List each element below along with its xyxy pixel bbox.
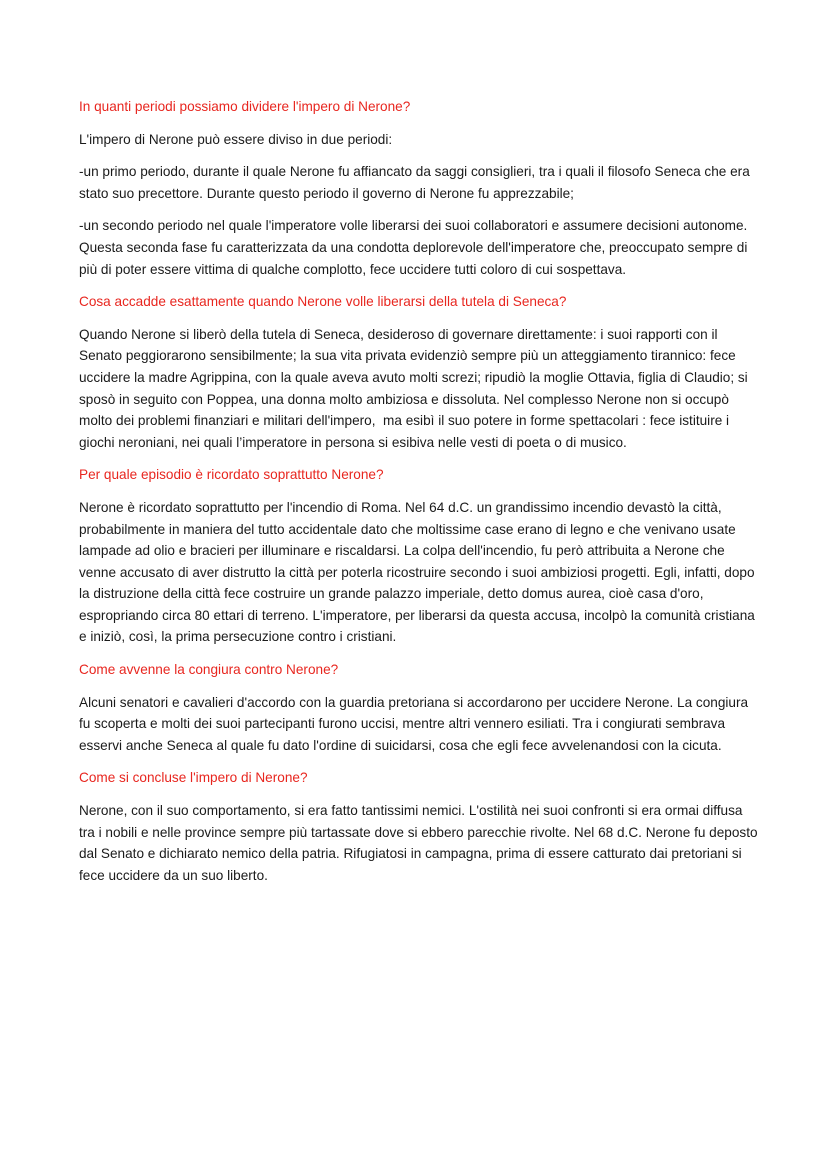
paragraph: Alcuni senatori e cavalieri d'accordo con la guardia pretoriana si accordarono per uccidere Nerone. La congiura fu scoperta e molti dei suoi partecipanti furono uccisi, mentre altri vennero esiliati. Tra i congiurati sembrava esservi anche Seneca al quale fu dato l'ordine di suicidarsi, cosa che egli fece avvelenandosi con la cicuta. <box>79 694 752 753</box>
paragraph: Nerone è ricordato soprattutto per l'incendio di Roma. Nel 64 d.C. un grandissimo incendio devastò la città, probabilmente in maniera del tutto accidentale dato che moltissime case erano di legno e che venivano usate lampade ad olio e bracieri per illuminare e riscaldarsi. La colpa dell'incendio, fu però attribuita a Nerone che venne accusato di aver distrutto la città per poterla ricostruire secondo i suoi ambiziosi progetti. Egli, infatti, dopo la distruzione della città fece costruire un grande palazzo imperiale, detto domus aurea, cioè casa d'oro, espropriando circa 80 ettari di terreno. L'imperatore, per liberarsi da questa accusa, incolpò la comunità cristiana e iniziò, così, la prima persecuzione contro i cristiani. <box>79 499 759 645</box>
section-1 <box>79 96 758 280</box>
question-heading: In quanti periodi possiamo dividere l'impero di Nerone? <box>79 99 411 114</box>
paragraph: -un primo periodo, durante il quale Nerone fu affiancato da saggi consiglieri, tra i quali il filosofo Seneca che era stato suo precettore. Durante questo periodo il governo di Nerone fu apprezzabile; <box>79 164 754 201</box>
paragraph: Nerone, con il suo comportamento, si era fatto tantissimi nemici. L'ostilità nei suoi confronti si era ormai diffusa tra i nobili e nelle province sempre più tartassate dove si ebbero parecchie rivolte. Nel 68 d.C. Nerone fu deposto dal Senato e dichiarato nemico della patria. Rifugiatosi in campagna, prima di essere catturato dai pretoriani si fece uccidere da un suo liberto. <box>79 803 762 883</box>
section-3 <box>79 464 758 648</box>
section-5 <box>79 767 762 886</box>
question-heading: Per quale episodio è ricordato soprattutto Nerone? <box>79 467 384 483</box>
section-4 <box>79 659 758 756</box>
question-heading: Come si concluse l'impero di Nerone? <box>79 770 308 786</box>
paragraph: -un secondo periodo nel quale l'imperatore volle liberarsi dei suoi collaboratori e assumere decisioni autonome. Questa seconda fase fu caratterizzata da una condotta deplorevole dell'imperatore che, preoccupato sempre di più di poter essere vittima di qualche complotto, fece uccidere tutti coloro di cui sospettava. <box>79 218 752 277</box>
question-heading: Come avvenne la congiura contro Nerone? <box>79 662 339 678</box>
paragraph: Quando Nerone si liberò della tutela di Seneca, desideroso di governare direttamente: i suoi rapporti con il Senato peggiorarono sensibilmente; la sua vita privata evidenziò sempre più un atteggiamento tirannico: fece uccidere la madre Agrippina, con la quale aveva avuto molti screzi; ripudiò la moglie Ottavia, figlia di Claudio; si sposò in seguito con Poppea, una donna molto ambiziosa e dissoluta. Nel complesso Nerone non si occupò molto dei problemi finanziari e militari dell'impero, ma esibì il suo potere in forme spettacolari : fece istituire i giochi neroniani, nei quali l’imperatore in persona si esibiva nelle vesti di poeta o di musico. <box>79 326 752 450</box>
paragraph: L'impero di Nerone può essere diviso in due periodi: <box>79 131 393 147</box>
section-2 <box>79 291 758 453</box>
question-heading: Cosa accadde esattamente quando Nerone volle liberarsi della tutela di Seneca? <box>79 294 567 310</box>
